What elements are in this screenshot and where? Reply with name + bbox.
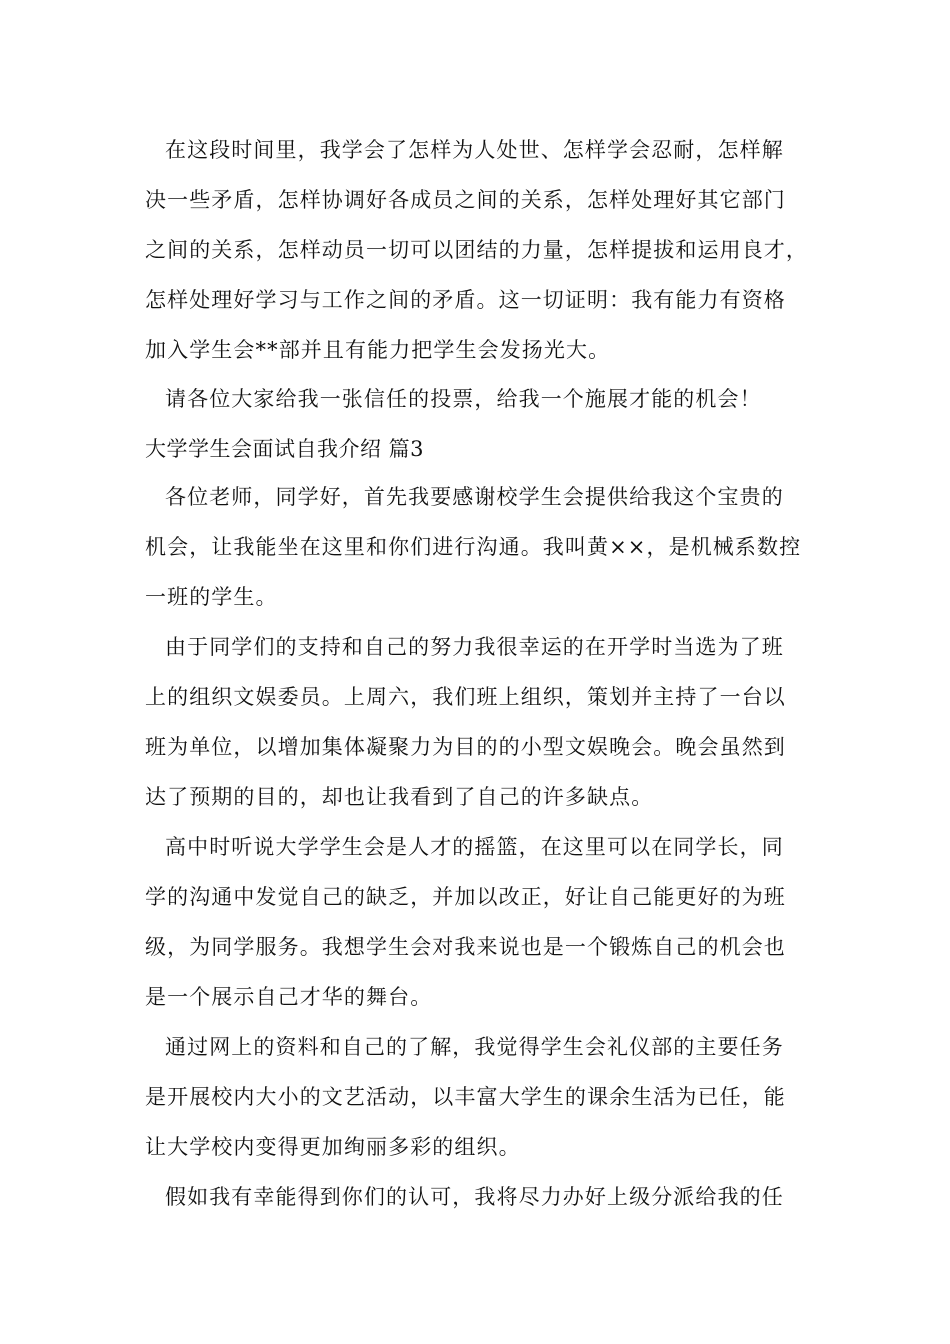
paragraph-line: 通过网上的资料和自己的了解，我觉得学生会礼仪部的主要任务 [165, 1035, 784, 1059]
paragraph-line: 是一个展示自己才华的舞台。 [145, 985, 433, 1009]
paragraph-line: 假如我有幸能得到你们的认可，我将尽力办好上级分派给我的任 [165, 1185, 784, 1209]
paragraph-line: 机会，让我能坐在这里和你们进行沟通。我叫黄××，是机械系数控 [145, 535, 802, 559]
paragraph-line: 学的沟通中发觉自己的缺乏，并加以改正，好让自己能更好的为班 [145, 885, 786, 909]
paragraph-line: 各位老师，同学好，首先我要感谢校学生会提供给我这个宝贵的 [165, 485, 784, 509]
paragraph-line: 让大学校内变得更加绚丽多彩的组织。 [145, 1135, 521, 1159]
paragraph-line: 在这段时间里，我学会了怎样为人处世、怎样学会忍耐，怎样解 [165, 138, 784, 162]
paragraph-line: 请各位大家给我一张信任的投票，给我一个施展才能的机会！ [165, 387, 762, 411]
paragraph-line: 班为单位，以增加集体凝聚力为目的的小型文娱晚会。晚会虽然到 [145, 735, 786, 759]
paragraph-line: 级，为同学服务。我想学生会对我来说也是一个锻炼自己的机会也 [145, 935, 786, 959]
paragraph-line: 加入学生会**部并且有能力把学生会发扬光大。 [145, 338, 611, 362]
paragraph-line: 上的组织文娱委员。上周六，我们班上组织，策划并主持了一台以 [145, 685, 786, 709]
paragraph-line: 高中时听说大学学生会是人才的摇篮，在这里可以在同学长，同 [165, 835, 784, 859]
paragraph-line: 是开展校内大小的文艺活动，以丰富大学生的课余生活为已任，能 [145, 1085, 786, 1109]
section-heading: 大学学生会面试自我介绍 篇3 [145, 437, 425, 461]
paragraph-line: 达了预期的目的，却也让我看到了自己的许多缺点。 [145, 785, 654, 809]
paragraph-line: 怎样处理好学习与工作之间的矛盾。这一切证明：我有能力有资格 [145, 288, 786, 312]
paragraph-line: 由于同学们的支持和自己的努力我很幸运的在开学时当选为了班 [165, 635, 784, 659]
paragraph-line: 一班的学生。 [145, 585, 278, 609]
paragraph-line: 之间的关系，怎样动员一切可以团结的力量，怎样提拔和运用良才， [145, 238, 808, 262]
paragraph-line: 决一些矛盾，怎样协调好各成员之间的关系，怎样处理好其它部门 [145, 188, 786, 212]
